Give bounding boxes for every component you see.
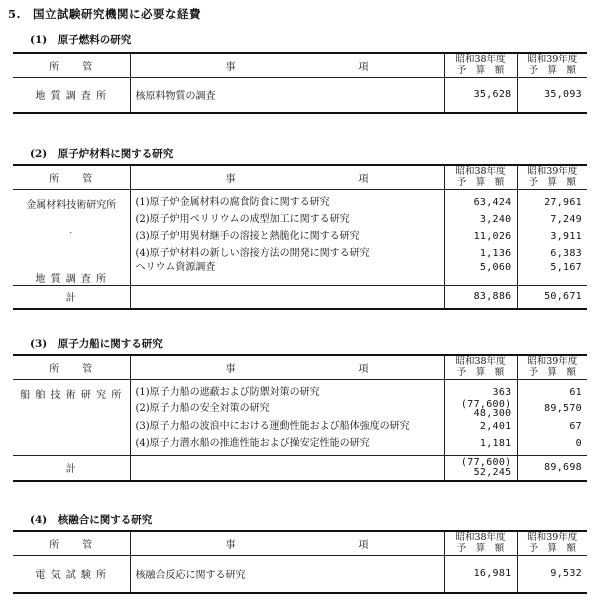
list-item: (1)原子力船の遮蔽および防禦対策の研究 [135, 386, 320, 398]
total-39: 50,671 [517, 285, 587, 309]
section-title: (4) 核融合に関する研究 [30, 514, 153, 526]
header-budget-39: 昭和39年度 予 算 額 [517, 53, 587, 77]
header-item: 事 項 [130, 53, 444, 77]
budget-table: 所 管 事 項 昭和38年度 予 算 額 昭和39年度 予 算 額 船 舶 技 術 研 究 所 (1)原子力船の遮蔽および防禦対策の研究 (2)原子力船の安全対策の研究 (3)原子力船の波浪中における運動性能および船体強度の研究 (4)原子力潜水船の推進性能および操安定性能の研究 363 (77,600) 48,300 2,401 1,181 61 89,570 67 0 計 (77,600) 52,245 89,698 [13, 354, 587, 482]
header-org: 所 管 [13, 531, 130, 555]
header-budget-38: 昭和38年度 予 算 額 [444, 355, 517, 379]
budget-39-cell: 35,093 [517, 77, 587, 113]
table-row [13, 555, 587, 593]
header-item: 事 項 [130, 165, 444, 189]
section-title: (1) 原子燃料の研究 [30, 34, 132, 46]
list-item: (3)原子炉用異材継手の溶接と熱脆化に関する研究 [135, 230, 360, 242]
budget-table [13, 530, 587, 594]
budget-table: 所 管 事 項 昭和38年度 予 算 額 昭和39年度 予 算 額 金属材料技術研究所 . 地 質 調 査 所 (1)原子炉金属材料の腐食防食に関する研究 (2)原子炉用ベリリウムの成型加工に関する研究 (3)原子炉用異材継手の溶接と熱脆化に関する研究 (4)原子炉材料の新しい溶接方法の開発に関する研究 ヘリウム資源調査 63,424 3,240 11,026 1,136 5,060 27,961 7,249 3,911 6,383 5,167 計 83,886 50,671 [13, 164, 587, 310]
list-item: (4)原子炉材料の新しい溶接方法の開発に関する研究 [135, 247, 370, 259]
total-row [13, 455, 587, 481]
table-row [13, 77, 587, 113]
org-cell: 船 舶 技 術 研 究 所 [20, 389, 123, 401]
list-item: (1)原子炉金属材料の腐食防食に関する研究 [135, 196, 330, 208]
header-budget-38: 昭和38年度 予 算 額 [444, 531, 517, 555]
header-org: 所 管 [13, 355, 130, 379]
total-label: 計 [13, 455, 130, 481]
header-budget-38: 昭和38年度 予 算 額 [444, 53, 517, 77]
total-row [13, 285, 587, 309]
header-org: 所 管 [13, 165, 130, 189]
item-cell: 核原料物質の調査 [130, 77, 444, 113]
org-cell: 電 気 試 験 所 [35, 570, 108, 582]
budget-38-cell: 35,628 [444, 77, 517, 113]
org-cell: 金属材料技術研究所 . 地 質 調 査 所 [26, 199, 117, 285]
header-budget-38: 昭和38年度 予 算 額 [444, 165, 517, 189]
total-label: 計 [13, 285, 130, 309]
section-title: (2) 原子炉材料に関する研究 [30, 148, 174, 160]
header-budget-39: 昭和39年度 予 算 額 [517, 355, 587, 379]
total-38: (77,600) 52,245 [444, 455, 517, 481]
header-org: 所 管 [13, 53, 130, 77]
list-item: (2)原子力船の安全対策の研究 [135, 402, 270, 414]
list-item: (3)原子力船の波浪中における運動性能および船体強度の研究 [135, 420, 410, 432]
total-39: 89,698 [517, 455, 587, 481]
header-item: 事 項 [130, 355, 444, 379]
list-item: (4)原子力潜水船の推進性能および操安定性能の研究 [135, 437, 370, 449]
section-title: (3) 原子力船に関する研究 [30, 338, 163, 350]
org-cell: 地 質 調 査 所 [35, 91, 108, 103]
budget-38-cell: 16,981 [444, 555, 517, 593]
header-budget-39: 昭和39年度 予 算 額 [517, 531, 587, 555]
header-item: 事 項 [130, 531, 444, 555]
header-budget-39: 昭和39年度 予 算 額 [517, 165, 587, 189]
budget-39-cell: 9,532 [517, 555, 587, 593]
budget-table [13, 52, 587, 114]
item-cell: 核融合反応に関する研究 [130, 555, 444, 593]
total-38: 83,886 [444, 285, 517, 309]
list-item: (2)原子炉用ベリリウムの成型加工に関する研究 [135, 213, 350, 225]
page-title: 5. 国立試験研究機関に必要な経費 [8, 7, 202, 21]
list-item: ヘリウム資源調査 [135, 261, 216, 273]
